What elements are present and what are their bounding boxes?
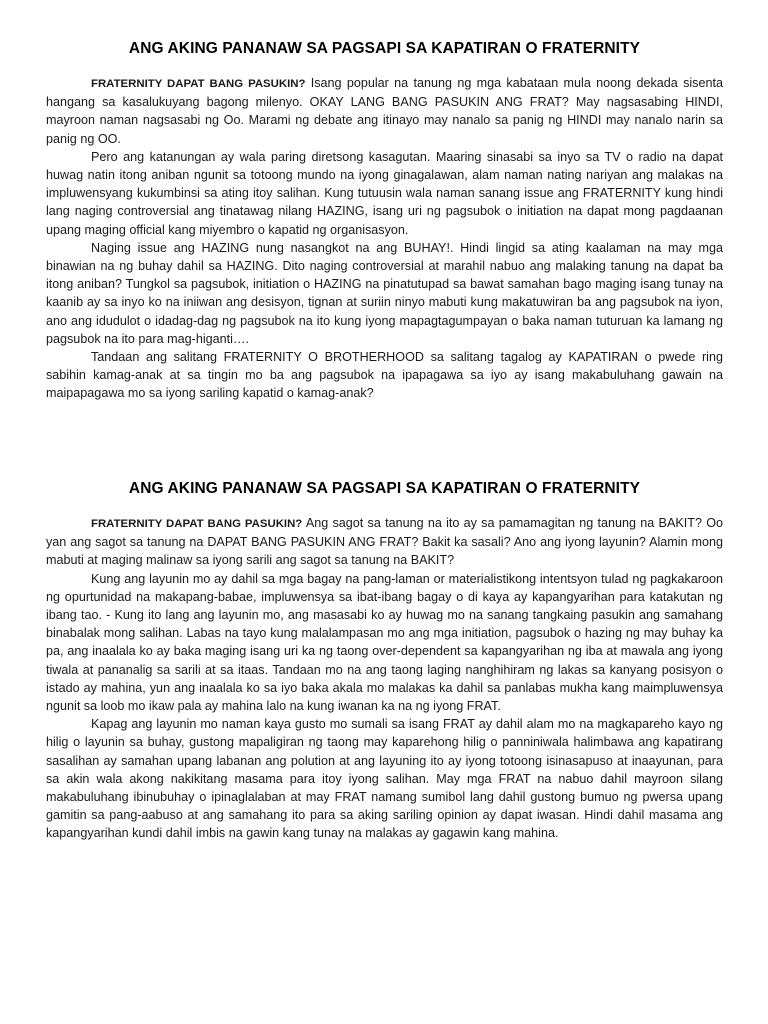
essay-section-1 [46, 40, 723, 403]
paragraph-text: Ang sagot sa tanung na ito ay sa pamamagitan ng tanung na BAKIT? Oo yan ang sagot sa tanung na DAPAT BANG PASUKIN ANG FRAT? Bakit ka sasali? Ano ang iyong layunin? Alamin mong mabuti at maging malinaw sa iyong sarili ang sagot sa tanung na BAKIT? [46, 516, 723, 568]
essay-body [46, 74, 723, 403]
lead-term: FRATERNITY DAPAT BANG PASUKIN? [91, 518, 303, 530]
essay-title: ANG AKING PANANAW SA PAGSAPI SA KAPATIRAN O FRATERNITY [128, 40, 641, 57]
essay-section-2 [46, 480, 723, 843]
paragraph: Tandaan ang salitang FRATERNITY O BROTHERHOOD sa salitang tagalog ay KAPATIRAN o pwede ring sabihin kamag-anak at sa tingin mo ba ang pagsubok na ipapagawa sa iyo ay isang makabuluhang gawain na maipapagawa mo sa iyong sariling kapatid o kamag-anak? [46, 350, 723, 401]
paragraph [46, 74, 723, 148]
paragraph [46, 514, 723, 570]
essay-title: ANG AKING PANANAW SA PAGSAPI SA KAPATIRAN O FRATERNITY [128, 480, 641, 497]
lead-term: FRATERNITY DAPAT BANG PASUKIN? [91, 78, 306, 90]
paragraph-text: Isang popular na tanung ng mga kabataan mula noong dekada sisenta hangang sa kasalukuyang bagong milenyo. OKAY LANG BANG PASUKIN ANG FRAT? May nagsasabing HINDI, mayroon naman nagsasabi ng Oo. Marami ng debate ang itinayo may nanalo sa panig ng HINDI may nanalo narin sa panig ng OO. [46, 76, 723, 146]
paragraph: Pero ang katanungan ay wala paring diretsong kasagutan. Maaring sinasabi sa inyo sa TV o radio na dapat huwag natin itong aniban ngunit sa totoong mundo na iyong ginagalawan, alam naman nating nariyan ang malakas na impluwensyang kukumbinsi sa ating itoy salihan. Kung tutuusin wala naman sanang issue ang FRATERNITY kung hindi lang naging controversial ang tinatawag nilang HAZING, isang uri ng pagsubok o initiation na dapat mong pagdaanan upang maging official kang miyembro o kapatid ng organisasyon. [46, 149, 723, 237]
paragraph: Kung ang layunin mo ay dahil sa mga bagay na pang-laman or materialistikong intentsyon tulad ng pagkakaroon ng opurtunidad na makapang-babae, impluwensya sa ibat-ibang bagay o di kaya ay kapangyarihan para katakutan ng ibang tao. - Kung ito lang ang layunin mo, ang masasabi ko ay huwag mo na sanang tangkaing pasukin ang samahang binabalak mong salihan. Labas na tayo kung malalampasan mo ang mga initiation, pagsubok o hazing ng may buhay ka pa, ang inaalala ko ay baka maging isang uri ka ng taong over-dependent sa kapangyarihan ng iba at mawala ang iyong tiwala at pananalig sa sarili at sa itaas. Tandaan mo na ang taong laging nanghihiram ng lakas sa kanyang posisyon o istado ay mahina, yun ang inaalala ko sa iyo baka akala mo malakas ka dahil sa panlabas mukha kang maimpluwensya ngunit sa loob mo ikaw pala ay mahina lalo na kung iwanan ka na ng iyong FRAT. [46, 571, 723, 714]
paragraph: Kapag ang layunin mo naman kaya gusto mo sumali sa isang FRAT ay dahil alam mo na magkapareho kayo ng hilig o layunin sa buhay, gustong mapaligiran ng taong may kaparehong hilig o panniniwala halimbawa ang kapatirang sasalihan ay samahan upang labanan ang polution at ang layuning ito ay iyong totoong isinasapuso at inaayunan, para sa akin wala akong nakikitang masama para itoy iyong salihan. May mga FRAT na nabuo dahil mayroon silang makabuluhang ibinubuhay o ipinaglalaban at may FRAT namang sumibol lang dahil gustong bumuo ng pwersa upang gamitin sa pang-aabuso at ang samahang ito para sa aking sariling opinion ay dapat iwasan. Hindi dahil masama ang kapangyarihan kundi dahil imbis na gawin kang tunay na malakas ay gagawin kang mahina. [46, 717, 723, 841]
essay-body [46, 514, 723, 843]
paragraph: Naging issue ang HAZING nung nasangkot na ang BUHAY!. Hindi lingid sa ating kaalaman na may mga binawian na ng buhay dahil sa HAZING. Dito naging controversial at marahil nabuo ang malaking tanung na dapat ba itong aniban? Tungkol sa pagsubok, initiation o HAZING na pinatutupad sa bawat samahan bago maging isang tunay na kaanib ay sa inyo ko na iniiwan ang desisyon, tignan at suriin ninyo mabuti kung makatuwiran ba ang pagsubok na iyon, ano ang idudulot o idadag-dag ng pagsubok na ito kung iyong mapagtagumpayan o baka naman tuturuan ka lamang ng pagsubok na ito para mag-higanti…. [46, 240, 723, 346]
